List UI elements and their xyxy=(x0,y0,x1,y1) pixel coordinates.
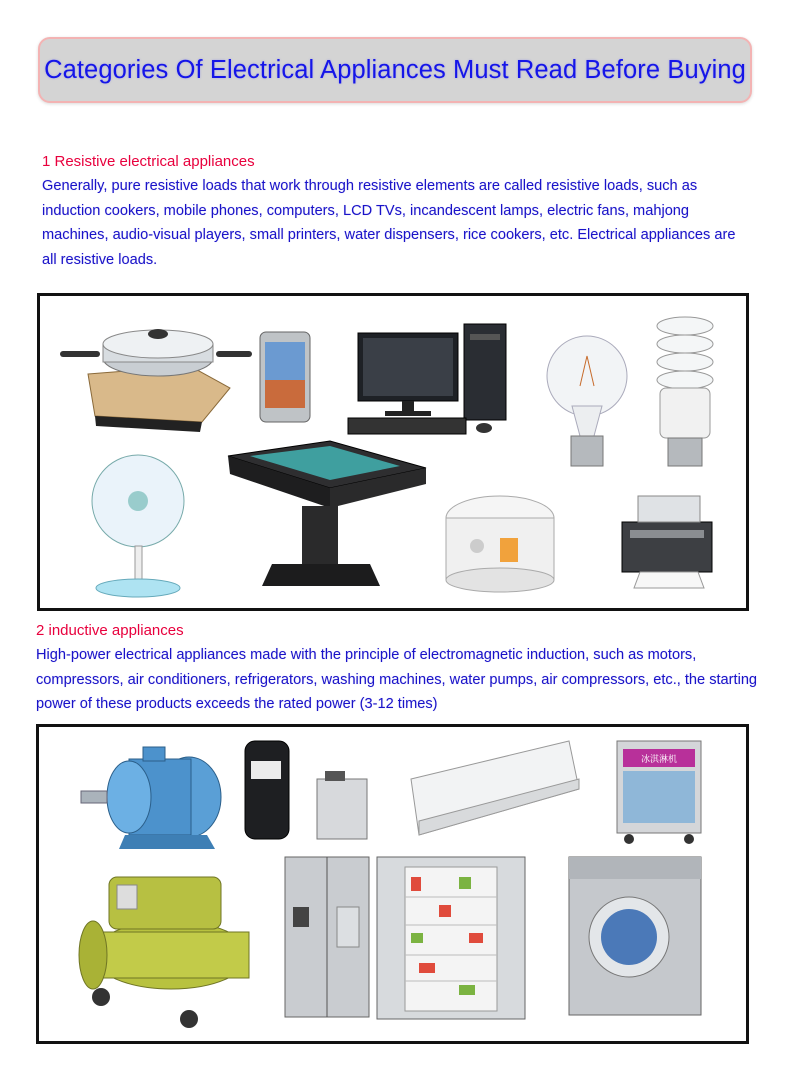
mobile-phone-image xyxy=(260,332,310,422)
washing-machine-image xyxy=(569,857,701,1015)
inductive-appliances-photo xyxy=(36,724,749,1044)
section-1-heading: 1 Resistive electrical appliances xyxy=(42,153,255,170)
resistive-appliances-photo xyxy=(37,293,749,611)
section-2-heading: 2 inductive appliances xyxy=(36,622,184,639)
paragraph-line: compressors, air conditioners, refrigerators, washing machines, water pumps, air compressors, etc., the starting xyxy=(36,671,758,688)
electric-motor-image xyxy=(81,747,221,849)
section-1-paragraph xyxy=(42,174,736,272)
paragraph-line: High-power electrical appliances made with the principle of electromagnetic induction, such as motors, xyxy=(36,647,697,663)
air-compressor-image xyxy=(79,877,249,1028)
paragraph-line: power of these products exceeds the rated power (3-12 times) xyxy=(36,696,438,712)
rotary-compressor-image xyxy=(245,741,367,839)
refrigerator-image xyxy=(285,857,369,1017)
air-conditioner-image xyxy=(411,741,579,835)
title-banner xyxy=(38,37,752,103)
page-title: Categories Of Electrical Appliances Must Read Before Buying xyxy=(44,55,746,84)
electric-fan-image xyxy=(92,455,184,597)
induction-cooker-image xyxy=(60,329,252,432)
open-refrigerator-image xyxy=(377,857,525,1019)
printer-image xyxy=(622,496,712,588)
cfl-bulb-image xyxy=(657,317,713,466)
paragraph-line: all resistive loads. xyxy=(42,251,158,268)
incandescent-bulb-image xyxy=(547,336,627,466)
ice-machine-sign: 冰淇淋机 xyxy=(640,755,678,765)
mahjong-machine-image xyxy=(228,441,426,586)
rice-cooker-image xyxy=(446,496,554,592)
section-2-paragraph xyxy=(36,643,757,717)
ice-cream-machine-image xyxy=(617,741,701,844)
paragraph-line: induction cookers, mobile phones, computers, LCD TVs, incandescent lamps, electric fans, mahjong xyxy=(42,202,690,219)
paragraph-line: machines, audio-visual players, small printers, water dispensers, rice cookers, etc. Electrical appliances are xyxy=(42,227,736,243)
paragraph-line: Generally, pure resistive loads that work through resistive elements are called resistive loads, such as xyxy=(42,178,698,194)
desktop-computer-image xyxy=(348,324,506,434)
